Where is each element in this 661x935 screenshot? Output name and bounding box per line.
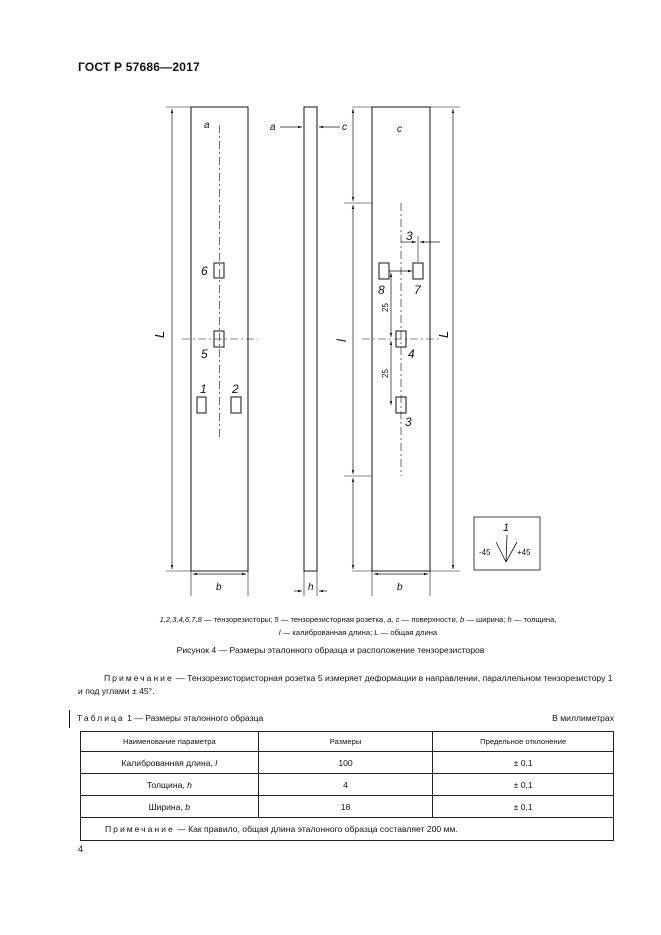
figure-legend [118,613,598,639]
cell-size: 100 [258,752,433,774]
legend-line-2: l — калиброванная длина; L — общая длина [278,628,438,637]
label-l: l [334,339,349,342]
dimensions-table [80,731,614,841]
page-number: 4 [78,844,84,854]
label-rosette-plus45: +45 [517,548,531,557]
label-dim-3: 3 [406,229,413,243]
table-row [81,774,614,796]
label-L-right: L [436,330,451,338]
label-gauge-7: 7 [414,283,421,297]
table-label: Таблица [77,713,125,723]
label-arrow-a: a [270,122,276,133]
label-b-right: b [397,582,403,593]
label-face-a: a [204,120,210,131]
legend-line-1: 1,2,3,4,6,7,8 — тензорезисторы; 5 — тензорезисторная розетка, a, c — поверхности, b — ширина; h — толщина, [159,615,557,624]
label-gauge-2: 2 [232,382,239,396]
table-units: В миллиметрах [552,713,614,723]
note-text: — Тензорезистористoрная розетка 5 измеряет деформации в направлении, параллельном тензорезистору 1 и под углами ± 45°. [78,673,613,696]
cell-size: 18 [258,796,433,818]
cell-tolerance: ± 0,1 [433,752,614,774]
label-gauge-3: 3 [405,415,412,429]
label-gauge-6: 6 [201,264,208,278]
cell-name: Калиброванная длина, l [81,752,259,774]
label-dim-25-top: 25 [381,303,390,312]
label-face-c: c [397,124,402,135]
label-gauge-1: 1 [200,382,207,396]
label-rosette-minus45: -45 [479,548,491,557]
note-label: Примечание [104,673,174,683]
header-size: Размеры [258,732,433,752]
table-note: Примечание — Как правило, общая длина эталонного образца составляет 200 мм. [81,818,614,841]
label-gauge-4: 4 [408,347,415,361]
table-header-row [81,732,614,752]
gauge-1 [197,397,206,413]
label-gauge-8: 8 [378,283,385,297]
cell-name: Ширина, b [81,796,259,818]
gauge-7 [413,263,423,279]
label-L-left: L [152,330,167,338]
cell-size: 4 [258,774,433,796]
document-header: ГОСТ Р 57686—2017 [78,60,200,74]
table-title [77,713,263,723]
figure-note [78,672,618,698]
gauge-6 [214,263,224,278]
legend-gauge-numbers: 1,2,3,4,6,7,8 [159,615,202,624]
table-row [81,752,614,774]
table-row [81,796,614,818]
header-tolerance: Предельное отклонение [433,732,614,752]
cell-name: Толщина, h [81,774,259,796]
specimen-edge [304,107,317,571]
change-bar [69,710,70,728]
label-rosette-number: 1 [503,522,510,534]
label-h: h [308,582,314,593]
label-arrow-c: c [342,122,347,133]
gauge-8 [379,263,389,279]
table-note-row [81,818,614,841]
gauge-2 [231,397,241,413]
label-b-left: b [216,582,222,593]
figure-caption: Рисунок 4 — Размеры эталонного образца и расположение тензорезисторов [176,645,485,655]
label-gauge-5: 5 [201,347,208,361]
header-parameter: Наименование параметра [81,732,259,752]
cell-tolerance: ± 0,1 [433,774,614,796]
cell-tolerance: ± 0,1 [433,796,614,818]
table-title-text: 1 — Размеры эталонного образца [124,713,264,723]
label-dim-25-bottom: 25 [381,369,390,378]
